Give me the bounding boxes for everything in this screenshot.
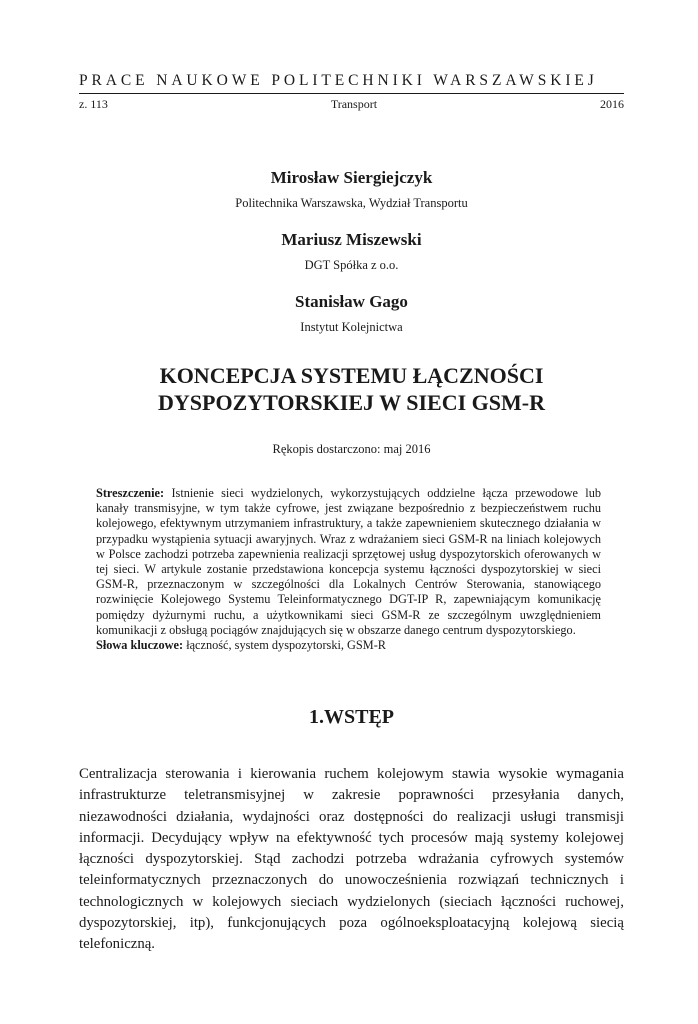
journal-meta [79,97,624,112]
author-affiliation: Politechnika Warszawska, Wydział Transportu [235,196,468,210]
journal-field: Transport [330,97,378,111]
paper-title [79,362,624,416]
paper-title-line: KONCEPCJA SYSTEMU ŁĄCZNOŚCI [159,363,544,388]
issue-number: z. 113 [79,97,108,111]
section-number: 1. [308,706,324,728]
keywords-label: Słowa kluczowe: [96,638,184,653]
section-heading [79,706,624,729]
body-text: Centralizacja sterowania i kierowania ruchem kolejowym stawia wysokie wymagania infrastrukturze teletransmisyjnej w zakresie poprawności przesyłania danych, niezawodności działania, wydajności oraz dostępności do realizacji usługi transmisji informacji. Decydujący wpływ na efektywność tych procesów mają systemy kolejowej łączności dyspozytorskiej. Stąd zachodzi potrzeba wdrażania cyfrowych systemów teleinformatycznych przeznaczonych do unowocześnienia rozwiązań technicznych i technologicznych w kolejowych sieciach wydzielonych (sieciach łączności ruchowej, dyspozytorskiej, itp), funkcjonujących poza ogólnoeksploatacyjną kolejową siecią telefoniczną. [79,766,624,953]
received-date: Rękopis dostarczono: maj 2016 [272,442,431,456]
keywords-text: łączność, system dyspozytorski, GSM-R [186,638,386,653]
publication-year: 2016 [600,97,624,111]
paper-title-line: DYSPOZYTORSKIEJ W SIECI GSM-R [158,390,545,415]
body-paragraph [79,764,624,956]
header-divider [79,93,624,94]
section-title: WSTĘP [323,706,395,728]
abstract-label: Streszczenie: [96,486,165,500]
journal-series-title: PRACE NAUKOWE POLITECHNIKI WARSZAWSKIEJ [79,72,598,89]
author-name: Mariusz Miszewski [281,230,422,249]
abstract [96,486,601,653]
author-name: Stanisław Gago [295,292,408,311]
author-affiliation: Instytut Kolejnictwa [300,320,403,334]
author-name: Mirosław Siergiejczyk [270,168,433,187]
author-affiliation: DGT Spółka z o.o. [304,258,399,272]
abstract-text: Istnienie sieci wydzielonych, wykorzystujących oddzielne łącza przewodowe lub kanały transmisyjne, w tym także cyfrowe, jest związane bezpośrednio z bezpieczeństwem ruchu kolejowego, efektywnym utrzymaniem infrastruktury, a także zapewnieniem skutecznego działania w przypadku wystąpienia sytuacji awaryjnych. Wraz z wdrażaniem sieci GSM-R na liniach kolejowych w Polsce zachodzi potrzeba zapewnienia realizacji sprzętowej usług dyspozytorskich oferowanych w tej sieci. W artykule zostanie przedstawiona koncepcja systemu łączności dyspozytorskiej w sieci GSM-R, przeznaczonym w szczególności dla Lokalnych Centrów Sterowania, stanowiącego rozwinięcie Kolejowego Systemu Teleinformatycznego DGT-IP R, zapewniającym komunikację pomiędzy dyżurnymi ruchu, a użytkownikami sieci GSM-R ze szczególnym uwzględnieniem komunikacji z obsługą pociągów znajdujących się w obszarze danego centrum dyspozytorskiego. [96,486,602,637]
